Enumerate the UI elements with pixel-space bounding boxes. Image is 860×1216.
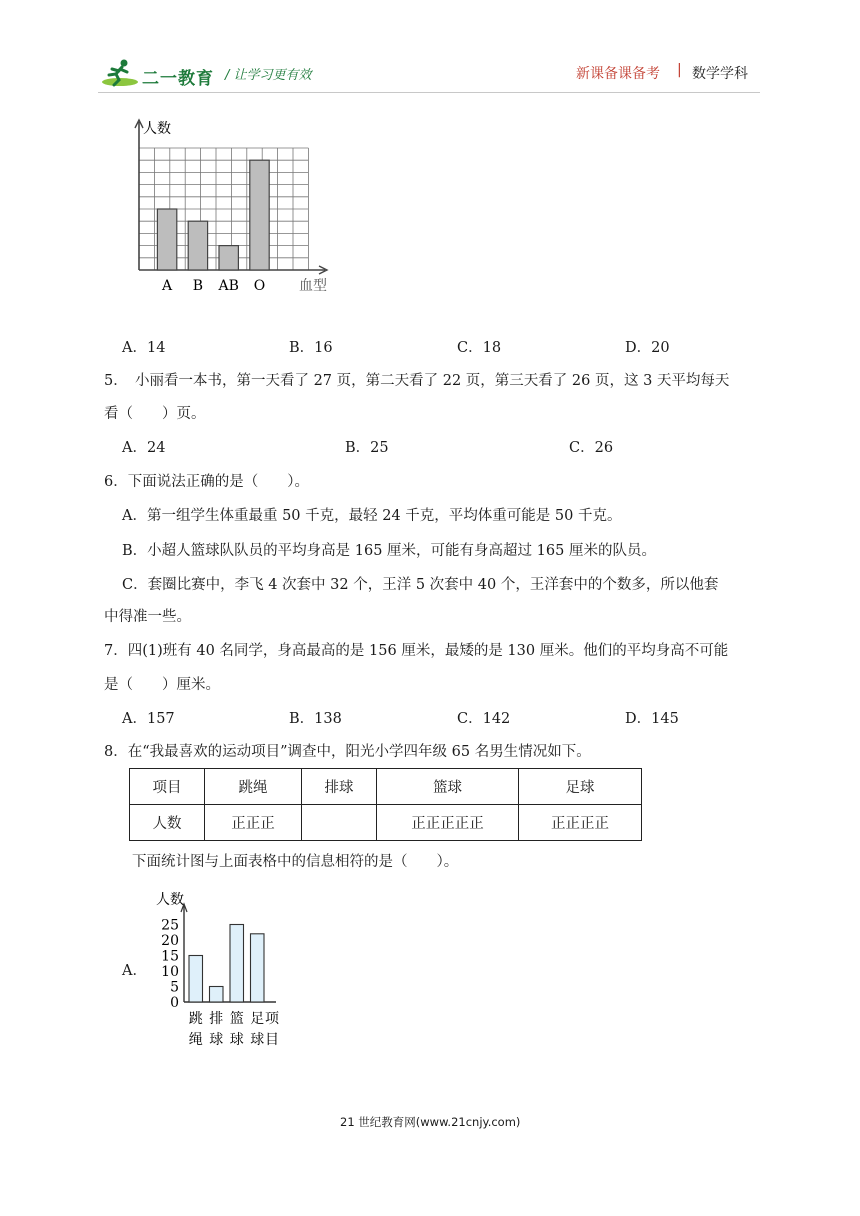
y-axis-label: 人数 [156,892,184,908]
x-tick-label: 篮 [229,1011,244,1027]
q5-option-b[interactable]: B．25 [345,440,389,456]
x-tick-label: A [162,278,173,294]
x-tick-label: 绳 [188,1032,203,1048]
x-tick-label: 球 [250,1032,265,1048]
table-cell [302,805,377,841]
q5-option-c[interactable]: C．26 [569,440,614,456]
q5-option-a[interactable]: A．24 [122,440,166,456]
x-tick-label: O [253,278,266,294]
q4-option-d[interactable]: D．20 [625,340,670,356]
slogan: / 让学习更有效 [225,68,312,83]
blood-type-bar-chart [125,118,340,300]
x-tick-label: B [192,278,204,294]
runner-logo-icon [100,58,138,88]
table-cell: 项目 [130,769,205,805]
x-tick-label: 排 [209,1011,224,1027]
y-tick-label: 10 [161,964,179,980]
header-course-label: 新课备课备考 [576,66,660,82]
q8-question: 下面统计图与上面表格中的信息相符的是（ ）。 [132,854,459,870]
header-divider [98,92,760,93]
y-tick-label: 25 [161,917,179,934]
y-tick-label: 0 [170,995,179,1011]
bar-o [250,160,269,270]
bar-a [157,209,176,270]
bar-3 [230,925,244,1003]
table-cell: 跳绳 [205,769,302,805]
q7-option-c[interactable]: C．142 [457,711,511,727]
header-subject-label: 数学学科 [692,66,748,82]
sports-bar-chart [150,884,300,1050]
x-tick-label: 球 [229,1032,244,1048]
q5-stem-line2: 看（ ）页。 [104,406,206,422]
q6-option-c-line1[interactable]: C．套圈比赛中，李飞 4 次套中 32 个，王洋 5 次套中 40 个，王洋套中的个数多，所以他套 [122,577,719,593]
x-tick-label: 跳 [188,1011,203,1027]
q7-stem-line2: 是（ ）厘米。 [104,677,220,693]
q4-option-a[interactable]: A．14 [122,340,166,356]
table-cell: 排球 [302,769,377,805]
y-tick-label: 15 [161,948,179,965]
q6-option-b[interactable]: B．小超人篮球队队员的平均身高是 165 厘米，可能有身高超过 165 厘米的队员。 [122,543,656,559]
bar-ab [219,246,238,270]
q6-stem: 6．下面说法正确的是（ ）。 [104,474,309,490]
survey-table [129,768,642,841]
q8-option-a-label[interactable]: A． [122,963,147,979]
x-tick-label: 球 [209,1032,224,1048]
bar-1 [189,956,203,1003]
bar-b [188,221,207,270]
y-axis-label: 人数 [143,121,171,137]
table-header-row [130,769,642,805]
q6-option-c-line2: 中得准一些。 [104,609,191,625]
logo-text: 二一教育 [142,69,214,89]
footer-text: 21 世纪教育网(www.21cnjy.com) [340,1115,521,1129]
q7-option-b[interactable]: B．138 [289,711,342,727]
x-tick-label: 足 [250,1011,265,1027]
x-tick-label: AB [218,278,239,294]
table-row [130,805,642,841]
q7-option-d[interactable]: D．145 [625,711,679,727]
x-axis-label: 血型 [299,278,327,294]
y-tick-label: 5 [170,979,179,996]
table-cell: 正正正正正 [377,805,519,841]
table-cell: 人数 [130,805,205,841]
table-cell: 正正正 [205,805,302,841]
q5-stem-line1: 5． 小丽看一本书，第一天看了 27 页，第二天看了 22 页，第三天看了 26 页，这 3 天平均每天 [104,373,730,389]
q7-option-a[interactable]: A．157 [122,711,175,727]
q4-option-b[interactable]: B．16 [289,340,333,356]
q6-option-a[interactable]: A．第一组学生体重最重 50 千克，最轻 24 千克，平均体重可能是 50 千克。 [122,508,622,524]
q7-stem-line1: 7．四(1)班有 40 名同学，身高最高的是 156 厘米，最矮的是 130 厘米。他们的平均身高不可能 [104,643,729,659]
q4-option-c[interactable]: C．18 [457,340,502,356]
table-cell: 足球 [519,769,642,805]
bar-2 [210,987,224,1003]
table-cell: 篮球 [377,769,519,805]
x-axis-label: 目 [265,1032,279,1048]
x-axis-label: 项 [265,1011,279,1027]
header-separator: | [677,62,682,78]
table-cell: 正正正正 [519,805,642,841]
bar-4 [251,934,265,1002]
y-tick-label: 20 [161,933,179,949]
q8-stem: 8．在“我最喜欢的运动项目”调查中，阳光小学四年级 65 名男生情况如下。 [104,744,591,760]
